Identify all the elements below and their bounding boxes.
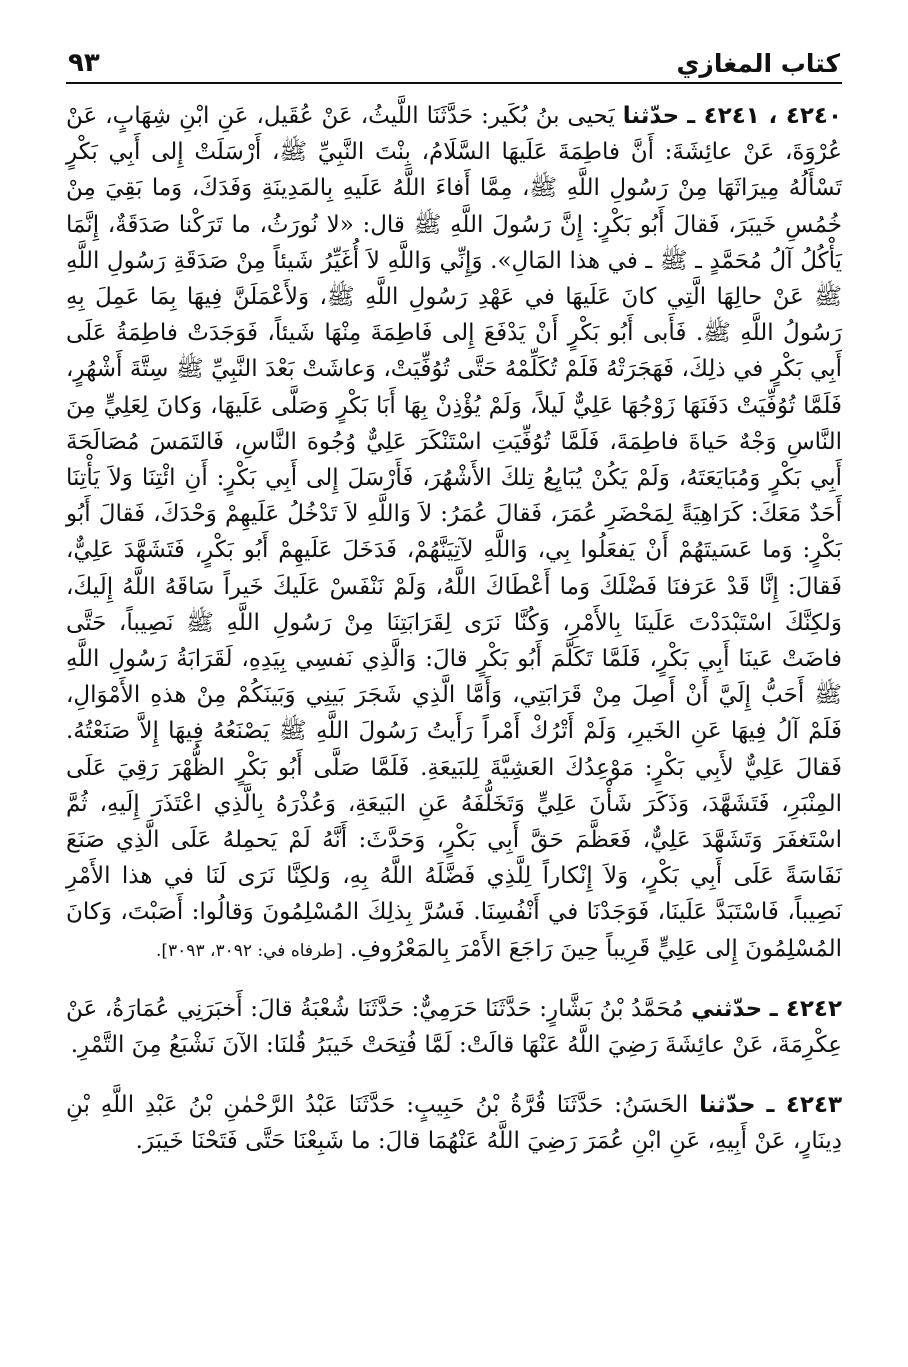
page-number: ٩٣ [68,48,100,78]
book-title: كتاب المغازي [676,49,840,78]
page-header [66,40,842,84]
hadith-4243 [66,1087,842,1159]
hadith-intro: حدّثنا [699,1092,756,1119]
hadith-4240-4241 [66,98,842,969]
hadith-number: ٤٢٤٣ ـ [766,1092,843,1119]
hadith-text: يَحيى بنُ بُكَير: حَدَّثَنَا اللَّيثُ، عَنْ عُقَيل، عَنِ ابْنِ شِهَابٍ، عَنْ عُرْوَةَ، عَنْ عائِشَةَ: أَنَّ فاطِمَةَ عَلَيهَا السَّلَامُ، بِنْتَ النَّبِيِّ ﷺ، أَرْسَلَتْ إِلى أَبِي بَكْرٍ تَسْأَلُهُ مِيرَاثَهَا مِنْ رَسُولِ اللَّهِ ﷺ، مِمَّا أَفاءَ اللَّهُ عَلَيهِ بِالمَدِينَةِ وَفَدَكَ، وَما بَقِيَ مِنْ خُمُسِ خَيبَرَ، فَقالَ أَبُو بَكْرٍ: إِنَّ رَسُولَ اللَّهِ ﷺ قال: «لا نُورَثُ، ما تَرَكْنا صَدَقَةٌ، إِنَّمَا يَأْكُلُ آلُ مُحَمَّدٍ ـ ﷺ ـ في هذا المَالِ». وَإِنِّي وَاللَّهِ لاَ أُغَيِّرُ شَيئاً مِنْ صَدَقَةِ رَسُولِ اللَّهِ ﷺ عَنْ حالِهَا الَّتِي كانَ عَلَيهَا في عَهْدِ رَسُولِ اللَّهِ ﷺ، وَلأَعْمَلَنَّ فِيهَا بِمَا عَمِلَ بِهِ رَسُولُ اللَّهِ ﷺ. فَأَبى أَبُو بَكْرٍ أَنْ يَدْفَعَ إِلى فَاطِمَةَ مِنْهَا شَيئاً، فَوَجَدَتْ فاطِمَةُ عَلَى أَبِي بَكْرٍ في ذلِكَ، فَهَجَرَتْهُ فَلَمْ تُكَلِّمْهُ حَتَّى تُوُفِّيَتْ، وَعاشَتْ بَعْدَ النَّبِيِّ ﷺ سِتَّةَ أَشْهُرٍ، فَلَمَّا تُوُفِّيَتْ دَفَنَهَا زَوْجُهَا عَلِيٌّ لَيلاً، وَلَمْ يُؤْذِنْ بِهَا أَبَا بَكْرٍ وَصَلَّى عَلَيهَا، وَكانَ لِعَلِيٍّ مِنَ النَّاسِ وَجْهٌ حَياةَ فاطِمَةَ، فَلَمَّا تُوُفِّيَتِ اسْتَنْكَرَ عَلِيٌّ وُجُوهَ النَّاسِ، فَالتَمَسَ مُصَالَحَةَ أَبِي بَكْرٍ وَمُبَايَعَتَهُ، وَلَمْ يَكُنْ يُبَايِعُ تِلكَ الأَشْهُرَ، فَأَرْسَلَ إِلى أَبِي بَكْرٍ: أَنِ ائْتِنَا وَلاَ يَأْتِنَا أَحَدٌ مَعَكَ: كَرَاهِيَةً لِمَحْضَرِ عُمَرَ، فَقالَ عُمَرُ: لاَ وَاللَّهِ لاَ تَدْخُلُ عَلَيهِمْ وَحْدَكَ، فَقالَ أَبُو بَكْرٍ: وَما عَسَيتَهُمْ أَنْ يَفعَلُوا بِي، وَاللَّهِ لآتِيَنَّهُمْ، فَدَخَلَ عَلَيهِمْ أَبُو بَكْرٍ، فَتَشَهَّدَ عَلِيٌّ، فَقالَ: إِنَّا قَدْ عَرَفنَا فَضْلَكَ وَما أَعْطَاكَ اللَّهُ، وَلَمْ نَنْفَسْ عَلَيكَ خَيراً سَاقَهُ اللَّهُ إِلَيكَ، وَلكِنَّكَ اسْتَبْدَدْتَ عَلَينَا بِالأَمْرِ، وَكُنَّا نَرَى لِقَرَابَتِنَا مِنْ رَسُولِ اللَّهِ ﷺ نَصِيباً، حَتَّى فاضَتْ عَينَا أَبِي بَكْرٍ، فَلَمَّا تَكَلَّمَ أَبُو بَكْرٍ قالَ: وَالَّذِي نَفسِي بِيَدِهِ، لَقَرَابَةُ رَسُولِ اللَّهِ ﷺ أَحَبُّ إِلَيَّ أَنْ أَصِلَ مِنْ قَرَابَتِي، وَأَمَّا الَّذِي شَجَرَ بَينِي وَبَينَكُمْ مِنْ هذهِ الأَمْوَالِ، فَلَمْ آلُ فِيهَا عَنِ الخَيرِ، وَلَمْ أَتْرُكْ أَمْراً رَأَيتُ رَسُولَ اللَّهِ ﷺ يَصْنَعُهُ فِيهَا إِلاَّ صَنَعْتُهُ. فَقالَ عَلِيٌّ لأَبِي بَكْرٍ: مَوْعِدُكَ العَشِيَّةَ لِلبَيعَةِ. فَلَمَّا صَلَّى أَبُو بَكْرٍ الظُّهْرَ رَقِيَ عَلَى المِنْبَرِ، فَتَشَهَّدَ، وَذَكَرَ شَأْنَ عَلِيٍّ وَتَخَلُّفَهُ عَنِ البَيعَةِ، وَعُذْرَهُ بِالَّذِي اعْتَذَرَ إِلَيهِ، ثُمَّ اسْتَغفَرَ وَتَشَهَّدَ عَلِيٌّ، فَعَظَّمَ حَقَّ أَبِي بَكْرٍ، وَحَدَّثَ: أَنَّهُ لَمْ يَحمِلهُ عَلَى الَّذِي صَنَعَ نَفَاسَةً عَلَى أَبِي بَكْرٍ، وَلاَ إِنْكاراً لِلَّذِي فَضَّلَهُ اللَّهُ بِهِ، وَلكِنَّا نَرَى لَنَا في هذا الأَمْرِ نَصِيباً، فَاسْتَبَدَّ عَلَينَا، فَوَجَدْنَا في أَنْفُسِنَا. فَسُرَّ بِذلِكَ المُسْلِمُونَ وَقالُوا: أَصَبْتَ، وَكانَ المُسْلِمُونَ إِلى عَلِيٍّ قَرِيباً حِينَ رَاجَعَ الأَمْرَ بِالمَعْرُوفِ. [66,103,842,962]
hadith-4242 [66,991,842,1063]
hadith-intro: حدّثني [691,995,763,1022]
hadith-number: ٤٢٤٢ ـ [769,995,842,1022]
hadith-text: الحَسَنُ: حَدَّثَنَا قُرَّةُ بْنُ حَبِيبٍ: حَدَّثَنَا عَبْدُ الرَّحْمٰنِ بْنُ عَبْدِ اللَّهِ بْنِ دِينَارٍ، عَنْ أَبِيهِ، عَنِ ابْنِ عُمَرَ رَضِيَ اللَّهُ عَنْهُمَا قالَ: ما شَبِعْنَا حَتَّى فَتَحْنَا خَيبَرَ. [66,1092,842,1155]
hadith-number: ٤٢٤٠ ، ٤٢٤١ ـ [687,103,842,129]
book-page [66,40,842,1340]
hadith-reference: [طرفاه في: ٣٠٩٢، ٣٠٩٣]. [156,940,343,961]
hadith-text: مُحَمَّدُ بْنُ بَشَّارٍ: حَدَّثَنَا حَرَمِيٌّ: حَدَّثَنَا شُعْبَةُ قالَ: أَخبَرَنِي عُمَارَةُ، عَنْ عِكْرِمَةَ، عَنْ عائِشَةَ رَضِيَ اللَّهُ عَنْهَا قالَتْ: لَمَّا فُتِحَتْ خَيبَرُ قُلنَا: الآنَ نَشْبَعُ مِنَ التَّمْرِ. [66,995,842,1059]
hadith-intro: حدّثنا [622,103,680,129]
